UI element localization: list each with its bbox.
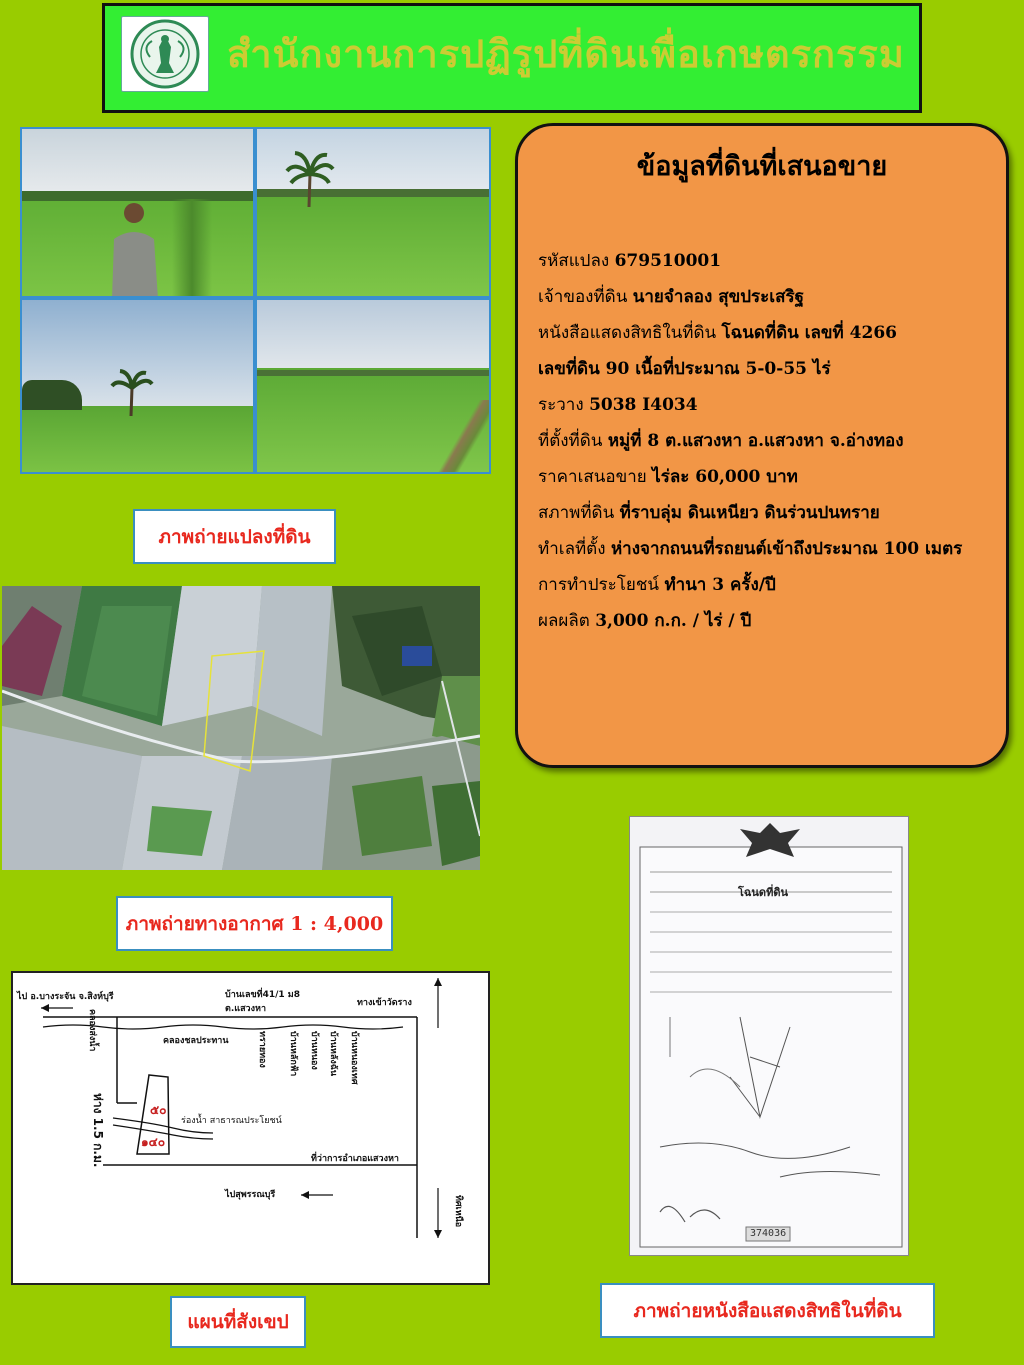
survey-row: ระวาง 5038 I4034	[538, 395, 698, 415]
land-photo-caption: ภาพถ่ายแปลงที่ดิน	[133, 509, 336, 564]
owner-row: เจ้าของที่ดิน นายจำลอง สุขประเสริฐ	[538, 287, 804, 307]
survey-value: 5038 I4034	[589, 395, 698, 415]
sketch-map-caption: แผนที่สังเขป	[170, 1296, 306, 1348]
sketch-label-village-1: ทรายทอง	[257, 1031, 267, 1068]
owner-value: นายจำลอง สุขประเสริฐ	[632, 287, 804, 307]
sketch-label-canal-main: คลองชลประทาน	[163, 1036, 229, 1046]
land-photo-4	[255, 298, 491, 474]
sketch-label-district-office: ที่ว่าการอำเภอแสวงหา	[311, 1154, 399, 1164]
deed-row: หนังสือแสดงสิทธิในที่ดิน โฉนดที่ดิน เลขที่ 4266	[538, 323, 897, 343]
page-title: สำนักงานการปฏิรูปที่ดินเพื่อเกษตรกรรม	[227, 31, 905, 76]
condition-value: ที่ราบลุ่ม ดินเหนียว ดินร่วนปนทราย	[619, 503, 880, 523]
sketch-plot-a: ๕๐	[150, 1103, 167, 1117]
palm-tree-icon	[110, 368, 154, 418]
sketch-label-village-5: บ้านหนองเทศ	[349, 1031, 359, 1085]
land-info-panel	[515, 123, 1009, 768]
sketch-label-subdistrict: ต.แสวงหา	[225, 1004, 266, 1014]
yield-row: ผลผลิต 3,000 ก.ก. / ไร่ / ปี	[538, 611, 752, 631]
land-photo-2	[255, 127, 491, 298]
price-row: ราคาเสนอขาย ไร่ละ 60,000 บาท	[538, 467, 798, 487]
deed-photo	[629, 816, 909, 1256]
deed-heading: โฉนดที่ดิน	[738, 886, 788, 899]
land-photo-1	[20, 127, 255, 298]
use-value: ทำนา 3 ครั้ง/ปี	[664, 575, 776, 595]
parcel-code-row: รหัสแปลง 679510001	[538, 251, 722, 271]
sketch-label-to-bang-rachan: ไป อ.บางระจัน จ.สิงห์บุรี	[17, 992, 114, 1002]
land-photo-3	[20, 298, 255, 474]
parcel-code-value: 679510001	[614, 251, 722, 271]
aerial-photo	[2, 586, 480, 870]
sketch-label-distance: ห่าง 1.5 ก.ม.	[91, 1093, 105, 1168]
use-row: การทำประโยชน์ ทำนา 3 ครั้ง/ปี	[538, 575, 776, 595]
location-value: หมู่ที่ 8 ต.แสวงหา อ.แสวงหา จ.อ่างทอง	[607, 431, 904, 451]
sketch-plot-b: ๑๔๐	[141, 1135, 166, 1149]
sketch-label-to-suphan: ไปสุพรรณบุรี	[225, 1190, 276, 1200]
access-row: ทำเลที่ตั้ง ห่างจากถนนที่รถยนต์เข้าถึงประมาณ 100 เมตร	[538, 539, 963, 559]
palm-tree-icon	[285, 149, 335, 209]
sketch-label-village-2: บ้านหลักฟ้า	[288, 1031, 298, 1077]
sketch-label-north: ทิศเหนือ	[453, 1195, 463, 1228]
deed-serial: 374036	[750, 1228, 787, 1239]
deed-value: โฉนดที่ดิน เลขที่ 4266	[721, 323, 897, 343]
info-title: ข้อมูลที่ดินที่เสนอขาย	[636, 151, 888, 182]
sketch-label-village-4: บ้านหลังฉัน	[328, 1031, 338, 1077]
sketch-map	[11, 971, 490, 1285]
agency-seal-icon	[121, 16, 209, 92]
yield-value: 3,000 ก.ก. / ไร่ / ปี	[595, 611, 752, 631]
condition-row: สภาพที่ดิน ที่ราบลุ่ม ดินเหนียว ดินร่วนปนทราย	[538, 503, 880, 523]
price-value: ไร่ละ 60,000 บาท	[652, 467, 798, 487]
sketch-label-canal-left: คลองส่งน้ำ	[87, 1009, 97, 1052]
land-number-row	[538, 351, 986, 387]
land-number-value: เลขที่ดิน 90 เนื้อที่ประมาณ 5-0-55 ไร่	[538, 359, 831, 379]
sketch-label-house-no: บ้านเลขที่41/1 ม8	[225, 990, 300, 1000]
sketch-label-waterway: ร่องน้ำ สาธารณประโยชน์	[181, 1116, 282, 1126]
page-header	[102, 3, 922, 113]
deed-photo-caption: ภาพถ่ายหนังสือแสดงสิทธิในที่ดิน	[600, 1283, 935, 1338]
location-row: ที่ตั้งที่ดิน หมู่ที่ 8 ต.แสวงหา อ.แสวงหา จ.อ่างทอง	[538, 431, 904, 451]
sketch-label-village-3: บ้านหนอง	[309, 1031, 319, 1070]
aerial-photo-caption: ภาพถ่ายทางอากาศ 1 : 4,000	[116, 896, 393, 951]
sketch-label-water-gate: ทางเข้าวัดราง	[357, 998, 412, 1008]
farmer-figure	[102, 199, 172, 298]
access-value: ห่างจากถนนที่รถยนต์เข้าถึงประมาณ 100 เมตร	[610, 539, 963, 559]
